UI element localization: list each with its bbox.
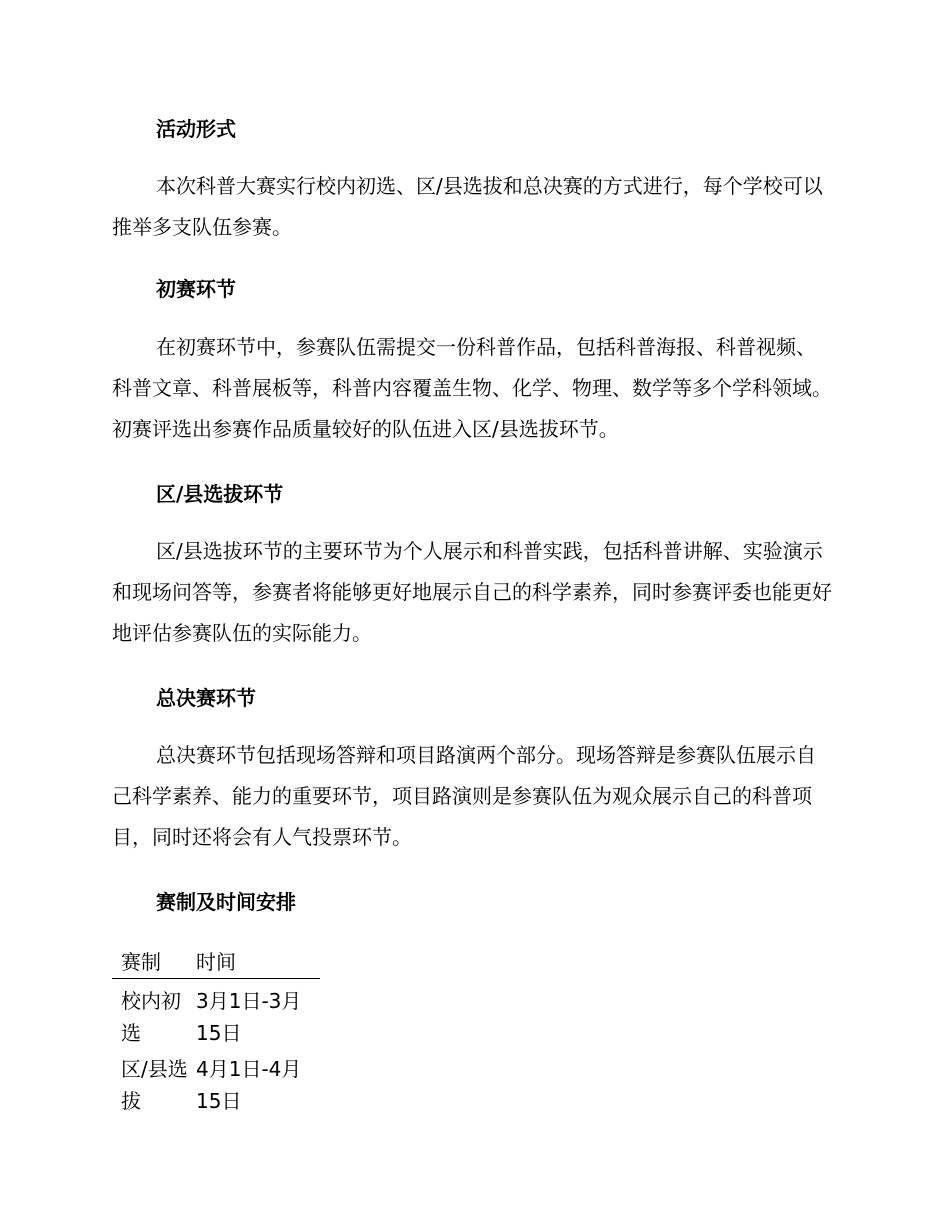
- heading-activity-format: 活动形式: [156, 117, 236, 141]
- paragraph-preliminary-round: 在初赛环节中，参赛队伍需提交一份科普作品，包括科普海报、科普视频、科普文章、科普展板等，科普内容覆盖生物、化学、物理、数学等多个学科领域。初赛评选出参赛作品质量较好的队伍进入区/县选拔环节。: [112, 335, 832, 441]
- table-row: [112, 1053, 320, 1117]
- paragraph-final-round: 总决赛环节包括现场答辩和项目路演两个部分。现场答辩是参赛队伍展示自己科学素养、能力的重要环节，项目路演则是参赛队伍为观众展示自己的科普项目，同时还将会有人气投票环节。: [112, 743, 816, 849]
- column-header-stage: 赛制: [121, 950, 161, 974]
- schedule-table-header: [112, 946, 320, 979]
- column-header-time: 时间: [196, 950, 236, 974]
- paragraph-district-selection: 区/县选拔环节的主要环节为个人展示和科普实践，包括科普讲解、实验演示和现场问答等，参赛者将能够更好地展示自己的科学素养，同时参赛评委也能更好地评估参赛队伍的实际能力。: [112, 539, 832, 645]
- heading-district-selection: 区/县选拔环节: [156, 482, 284, 506]
- heading-preliminary-round: 初赛环节: [156, 277, 236, 301]
- schedule-table: [112, 946, 320, 1117]
- table-row: [112, 985, 320, 1049]
- heading-final-round: 总决赛环节: [156, 686, 256, 710]
- paragraph-activity-format: 本次科普大赛实行校内初选、区/县选拔和总决赛的方式进行，每个学校可以推举多支队伍参赛。: [112, 174, 823, 239]
- cell-time: 3月1日-3月15日: [196, 989, 302, 1045]
- heading-schedule: 赛制及时间安排: [156, 890, 296, 914]
- cell-time: 4月1日-4月15日: [196, 1057, 302, 1113]
- cell-stage: 校内初选: [121, 989, 181, 1045]
- cell-stage: 区/县选拔: [121, 1057, 188, 1113]
